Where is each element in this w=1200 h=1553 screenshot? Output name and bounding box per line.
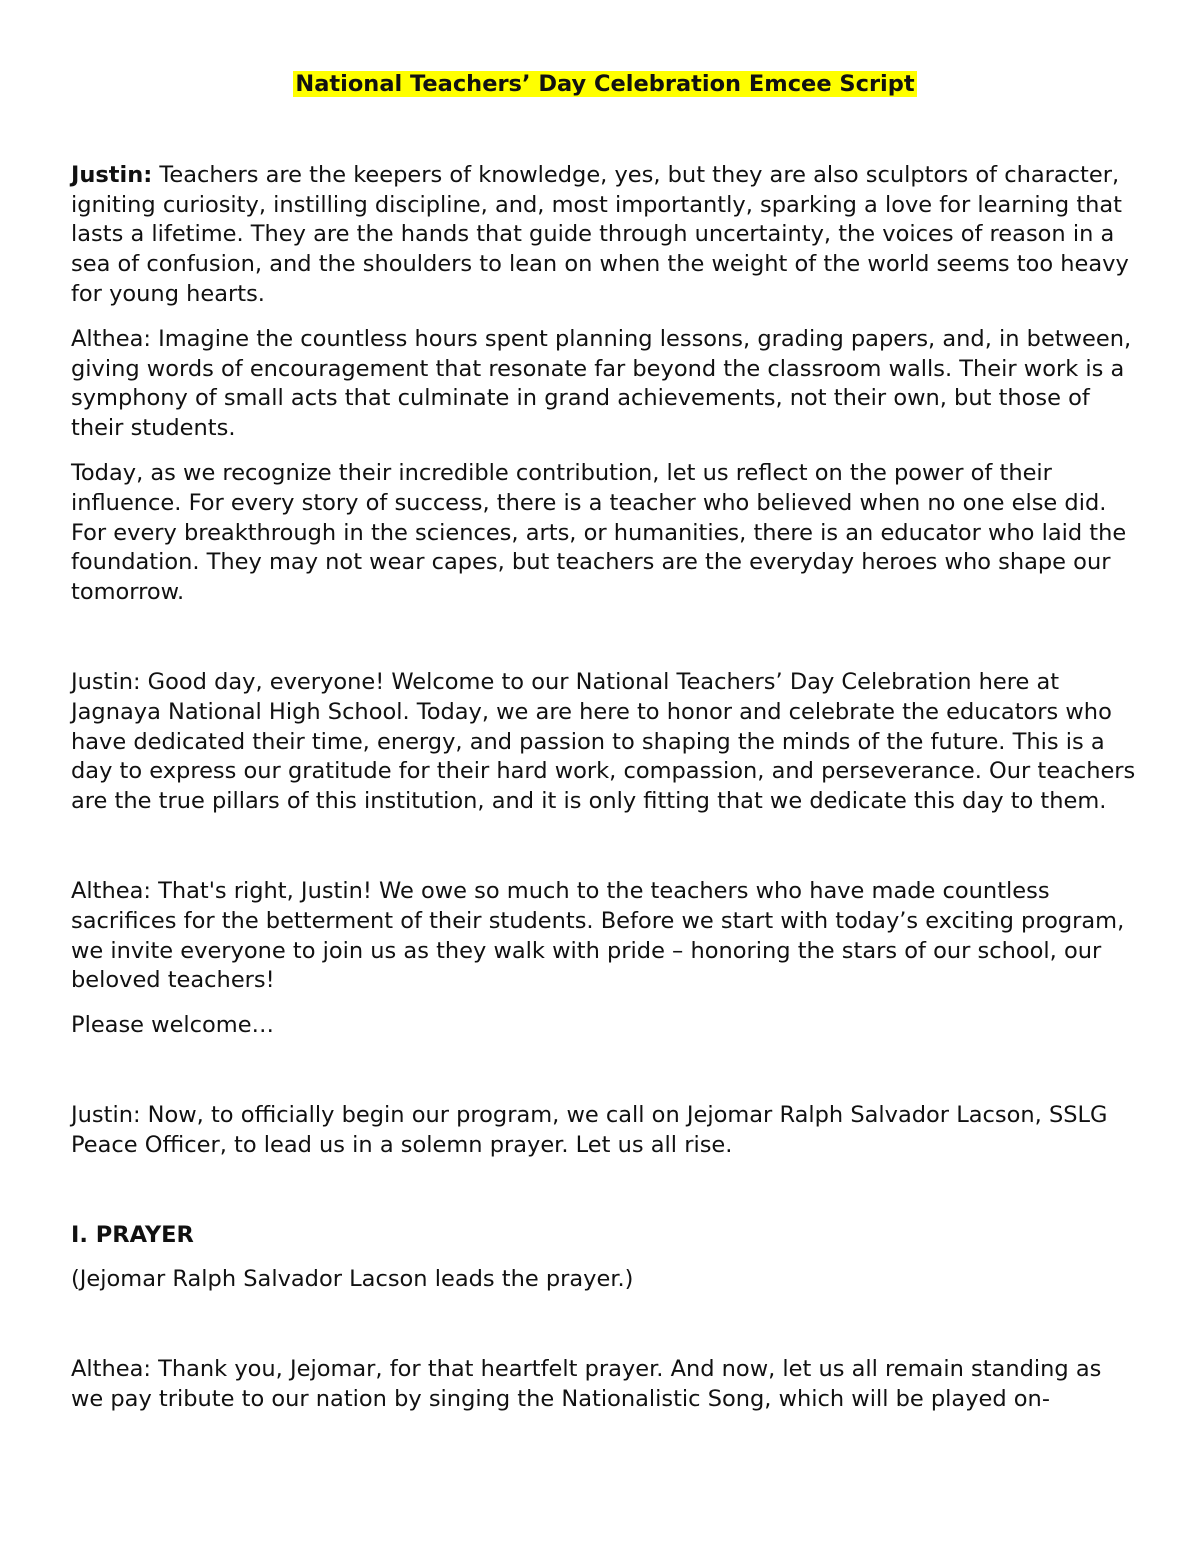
paragraph-justin-intro bbox=[71, 161, 1139, 310]
paragraph-althea-thats-right: Althea: That's right, Justin! We owe so much to the teachers who have made countless sacrifices for the betterment of their students. Before we start with today’s exciting program, we invite everyone to join us as they walk with pride – honoring the stars of our school, our beloved teachers! bbox=[71, 877, 1125, 994]
paragraph-althea-thank-you: Althea: Thank you, Jejomar, for that heartfelt prayer. And now, let us all remain standing as we pay tribute to our nation by singing the Nationalistic Song, which will be played on- bbox=[71, 1356, 1102, 1412]
paragraph-justin-prayer-call: Justin: Now, to officially begin our program, we call on Jejomar Ralph Salvador Lacson, SSLG Peace Officer, to lead us in a solemn prayer. Let us all rise. bbox=[71, 1101, 1108, 1158]
paragraph-althea-imagine: Althea: Imagine the countless hours spent planning lessons, grading papers, and, in between, giving words of encouragement that resonate far beyond the classroom walls. Their work is a symphony of small acts that culminate in grand achievements, not their own, but those of their students. bbox=[71, 325, 1132, 442]
document-content bbox=[71, 70, 1139, 1415]
speaker-label-justin: Justin: bbox=[71, 161, 153, 188]
paragraph-text: Teachers are the keepers of knowledge, yes, but they are also sculptors of character, igniting curiosity, instilling discipline, and, most importantly, sparking a love for learning that lasts a lifetime. They are the hands that guide through uncertainty, the voices of reason in a sea of confusion, and the shoulders to lean on when the weight of the world seems too heavy for young hearts. bbox=[71, 161, 1129, 307]
paragraph-today: Today, as we recognize their incredible contribution, let us reflect on the power of their influence. For every story of success, there is a teacher who believed when no one else did. For every breakthrough in the sciences, arts, or humanities, there is an educator who laid the foundation. They may not wear capes, but teachers are the everyday heroes who shape our tomorrow. bbox=[71, 459, 1127, 606]
paragraph-please-welcome: Please welcome… bbox=[71, 1012, 275, 1039]
paragraph-prayer-stage-direction: (Jejomar Ralph Salvador Lacson leads the prayer.) bbox=[71, 1266, 634, 1293]
section-heading-prayer: I. PRAYER bbox=[71, 1221, 194, 1248]
title-wrap bbox=[71, 70, 1139, 100]
document-title: National Teachers’ Day Celebration Emcee Script bbox=[295, 71, 915, 97]
paragraph-justin-welcome: Justin: Good day, everyone! Welcome to our National Teachers’ Day Celebration here at Jagnaya National High School. Today, we are here to honor and celebrate the educators who have dedicated their time, energy, and passion to shaping the minds of the future. This is a day to express our gratitude for their hard work, compassion, and perseverance. Our teachers are the true pillars of this institution, and it is only fitting that we dedicate this day to them. bbox=[71, 668, 1136, 815]
